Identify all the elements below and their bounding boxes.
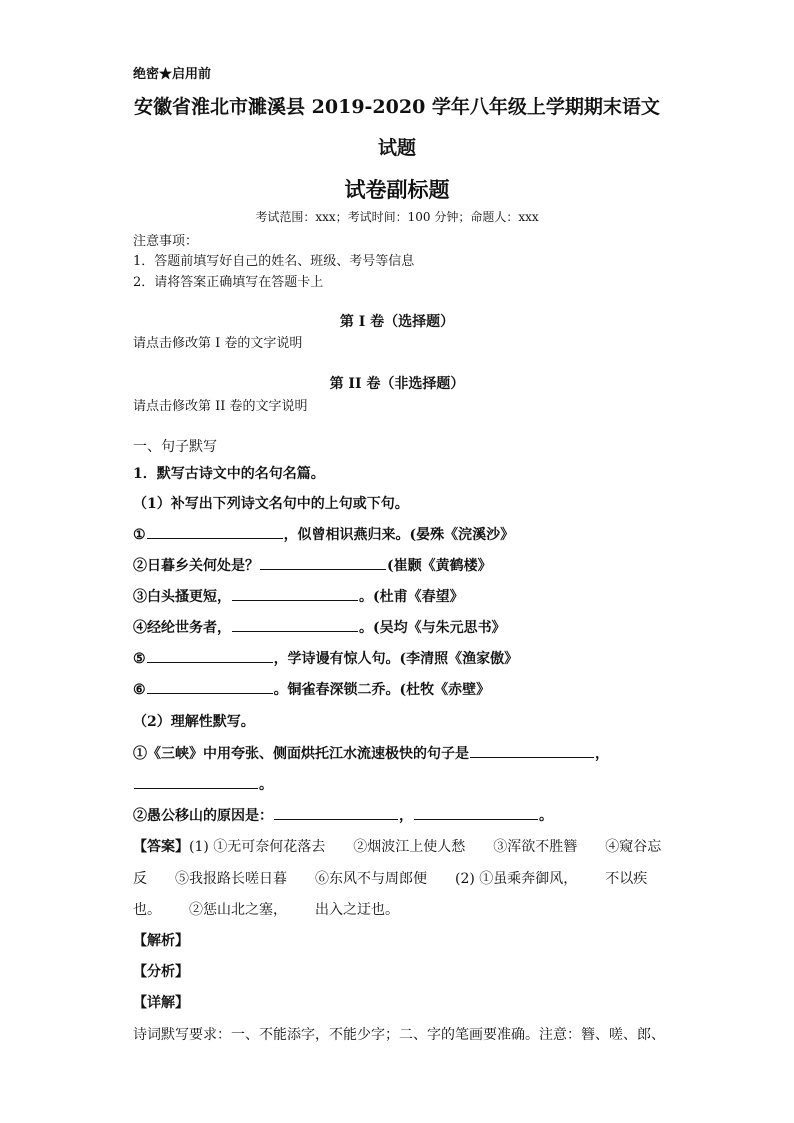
comprehension-post: ，: [595, 746, 609, 762]
confidential-mark: 绝密★启用前: [133, 67, 212, 82]
answer-blank[interactable]: [470, 756, 594, 758]
fill-item-post: 。(杜甫《春望》: [359, 589, 464, 605]
notice-item: 1．答题前填写好自己的姓名、班级、考号等信息: [133, 254, 415, 269]
fill-item-post: ，学诗谩有惊人句。(李清照《渔家傲》: [273, 651, 519, 667]
part2-desc[interactable]: 请点击修改第 II 卷的文字说明: [133, 399, 308, 414]
answer-blank[interactable]: [147, 661, 273, 663]
question-stem: 1．默写古诗文中的名句名篇。: [133, 466, 325, 482]
answer-label: 【答案】: [133, 839, 189, 855]
comprehension-mid: ，: [399, 808, 413, 824]
fill-item: [133, 648, 518, 668]
section-heading: 一、句子默写: [133, 439, 217, 455]
comprehension-item-cont: [133, 774, 273, 794]
comprehension-pre: ②愚公移山的原因是：: [133, 808, 273, 824]
answer-blank[interactable]: [414, 818, 538, 820]
part1-desc[interactable]: 请点击修改第 I 卷的文字说明: [133, 336, 303, 351]
fill-item: [133, 617, 506, 637]
answer-blank[interactable]: [147, 537, 283, 539]
fill-item-post: 。(吴均《与朱元思书》: [359, 620, 506, 636]
breakdown-label: 【分析】: [133, 964, 189, 980]
detail-label: 【详解】: [133, 995, 189, 1011]
fill-item-pre: ⑥: [133, 682, 146, 698]
fill-item: [133, 555, 492, 575]
part1-title: 第 I 卷（选择题）: [339, 314, 455, 330]
notice-heading: 注意事项：: [133, 234, 199, 249]
comprehension-pre: ①《三峡》中用夸张、侧面烘托江水流速极快的句子是: [133, 746, 469, 762]
fill-item-post: ，似曾相识燕归来。(晏殊《浣溪沙》: [283, 527, 515, 543]
comprehension-end: 。: [539, 808, 553, 824]
exam-info: 考试范围：xxx；考试时间：100 分钟；命题人：xxx: [255, 210, 539, 224]
fill-item: [133, 679, 490, 699]
answer-blank[interactable]: [147, 692, 273, 694]
fill-item-pre: ⑤: [133, 651, 146, 667]
answer-blank[interactable]: [260, 568, 386, 570]
answer-line: 也。 ②惩山北之塞， 出入之迂也。: [133, 902, 399, 918]
comprehension-end: 。: [259, 777, 273, 793]
page-title: 安徽省淮北市濉溪县 2019-2020 学年八年级上学期期末语文: [134, 96, 660, 118]
fill-item-pre: ①: [133, 527, 146, 543]
comprehension-item: [133, 805, 553, 825]
page-title-line2: 试题: [377, 137, 416, 159]
part2-title: 第 II 卷（非选择题）: [329, 376, 465, 392]
comprehension-item: [133, 743, 609, 763]
fill-item: [133, 524, 514, 544]
fill-item: [133, 586, 464, 606]
fill-item-pre: ②日暮乡关何处是？: [133, 558, 259, 574]
detail-text: 诗词默写要求：一、不能添字，不能少字；二、字的笔画要准确。注意：簪、嗟、郎、: [133, 1027, 665, 1043]
answer-line: 反 ⑤我报路长嗟日暮 ⑥东风不与周郎便 (2) ①虽乘奔御风， 不以疾: [133, 871, 648, 887]
answer-blank[interactable]: [134, 787, 258, 789]
answer-blank[interactable]: [274, 818, 398, 820]
answer-blank[interactable]: [232, 630, 358, 632]
fill-item-pre: ④经纶世务者，: [133, 620, 231, 636]
answer-line: 【答案】(1) ①无可奈何花落去 ②烟波江上使人愁 ③浑欲不胜簪 ④窥谷忘: [133, 839, 662, 855]
analysis-label: 【解析】: [133, 933, 189, 949]
fill-item-post: 。铜雀春深锁二乔。(杜牧《赤壁》: [273, 682, 491, 698]
fill-item-pre: ③白头搔更短，: [133, 589, 231, 605]
fill-item-post: (崔颢《黄鹤楼》: [387, 558, 492, 574]
paper-subtitle: 试卷副标题: [344, 177, 450, 202]
sub-question-2: （2）理解性默写。: [133, 714, 255, 730]
notice-item: 2．请将答案正确填写在答题卡上: [133, 275, 324, 290]
answer-blank[interactable]: [232, 599, 358, 601]
sub-question-1: （1）补写出下列诗文名句中的上句或下句。: [133, 496, 409, 512]
